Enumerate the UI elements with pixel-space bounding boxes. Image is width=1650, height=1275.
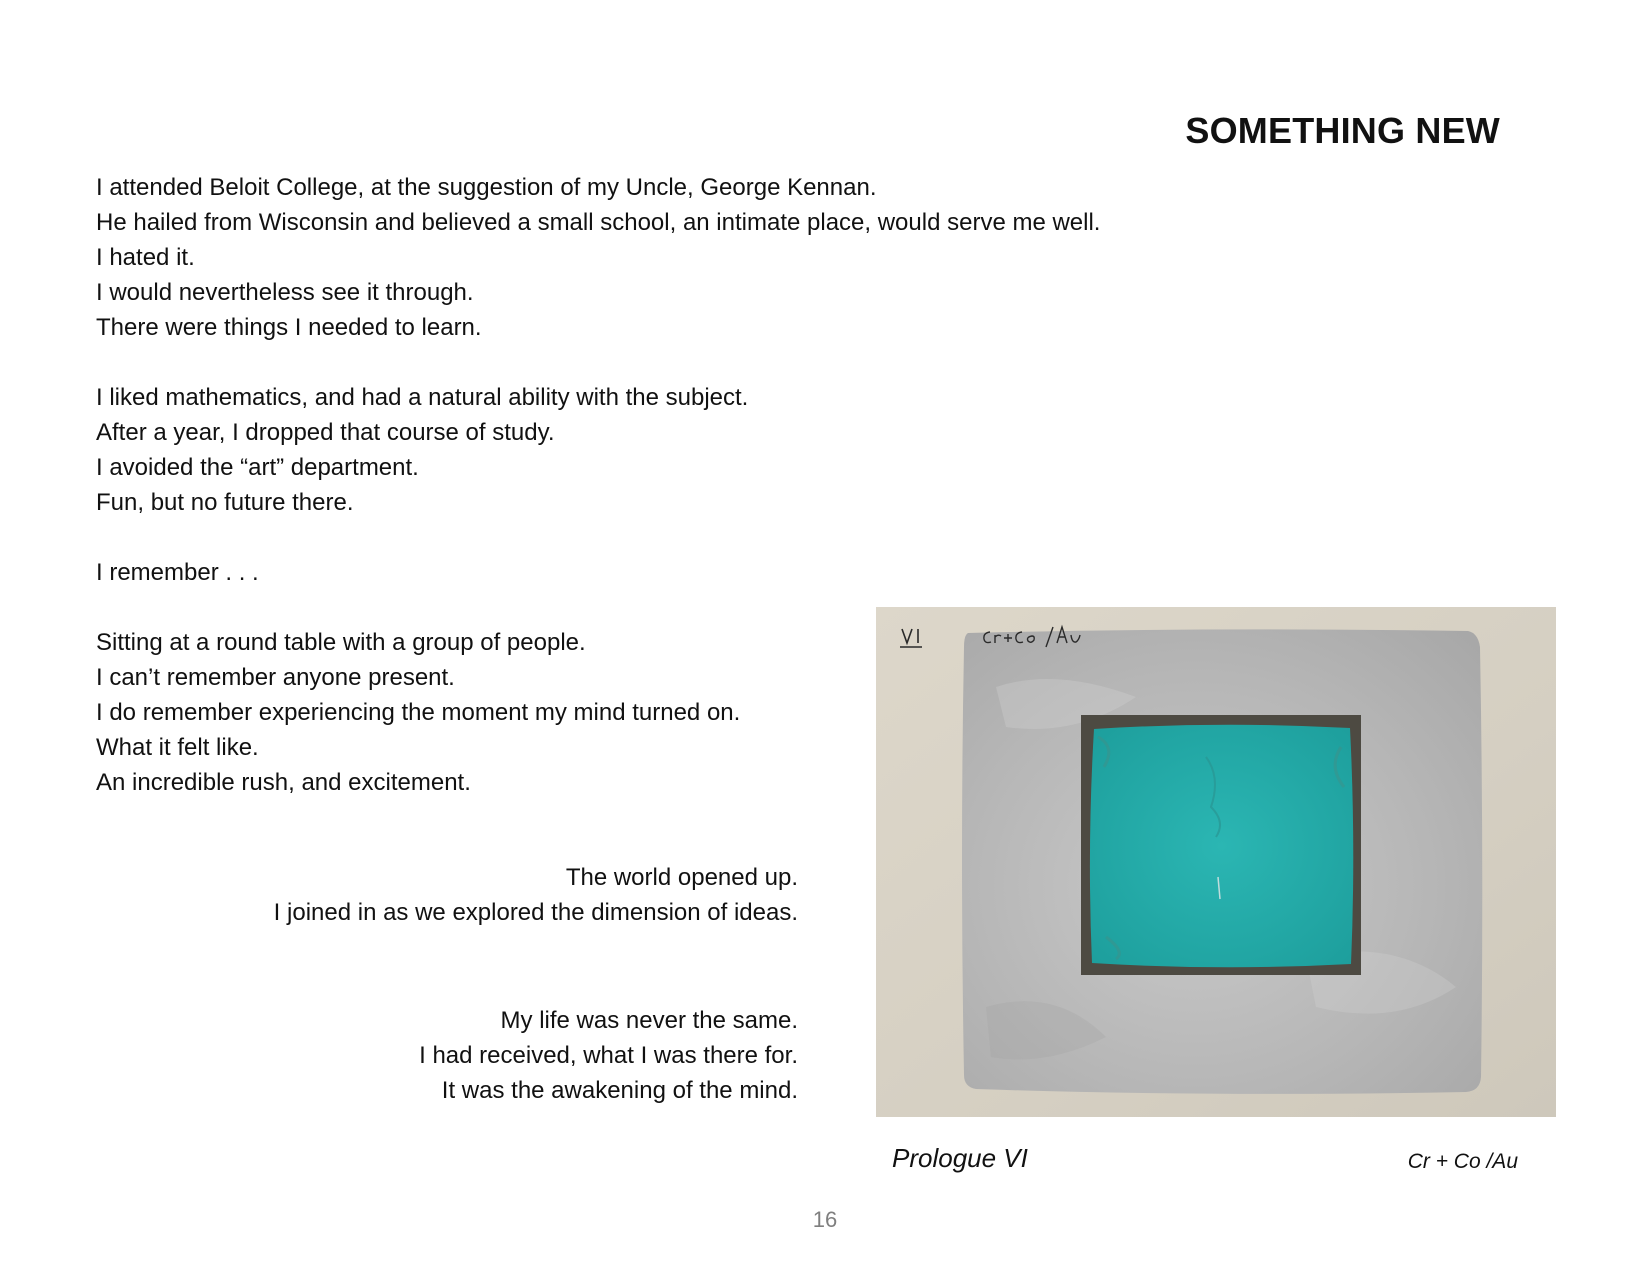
text-line: I avoided the “art” department.	[96, 454, 419, 481]
text-line: I can’t remember anyone present.	[96, 664, 455, 691]
stanza-2	[96, 380, 876, 520]
text-line: My life was never the same.	[500, 1007, 798, 1034]
artwork-title-caption: Prologue VI	[892, 1143, 1028, 1173]
artwork-image	[876, 607, 1556, 1117]
text-line: It was the awakening of the mind.	[441, 1077, 798, 1104]
text-line: I had received, what I was there for.	[419, 1042, 798, 1069]
text-line: I liked mathematics, and had a natural ability with the subject.	[96, 384, 749, 411]
stanza-4	[96, 625, 876, 800]
text-line: I would nevertheless see it through.	[96, 279, 474, 306]
main-text	[96, 170, 1101, 835]
text-line: There were things I needed to learn.	[96, 314, 482, 341]
text-line: After a year, I dropped that course of study.	[96, 419, 555, 446]
right-aligned-stanza-1	[274, 860, 798, 930]
text-line: I do remember experiencing the moment my mind turned on.	[96, 699, 741, 726]
text-line: What it felt like.	[96, 734, 259, 761]
page-title: SOMETHING NEW	[1185, 110, 1500, 151]
text-line: The world opened up.	[565, 864, 798, 891]
text-line: I attended Beloit College, at the suggestion of my Uncle, George Kennan.	[96, 174, 877, 201]
teal-square	[1090, 725, 1353, 968]
right-aligned-stanza-2	[419, 1003, 798, 1108]
text-line: Fun, but no future there.	[96, 489, 354, 516]
artwork-medium-caption: Cr + Co /Au	[1407, 1150, 1518, 1173]
stanza-1	[96, 170, 1101, 345]
text-line: I hated it.	[96, 244, 195, 271]
text-line: An incredible rush, and excitement.	[96, 769, 471, 796]
text-line: I remember . . .	[96, 559, 259, 586]
text-line: I joined in as we explored the dimension of ideas.	[273, 899, 798, 926]
stanza-3	[96, 555, 876, 590]
artwork-photo	[876, 607, 1556, 1117]
page-number: 16	[812, 1207, 838, 1232]
text-line: Sitting at a round table with a group of people.	[96, 629, 586, 656]
text-line: He hailed from Wisconsin and believed a small school, an intimate place, would serve me well.	[96, 209, 1101, 236]
